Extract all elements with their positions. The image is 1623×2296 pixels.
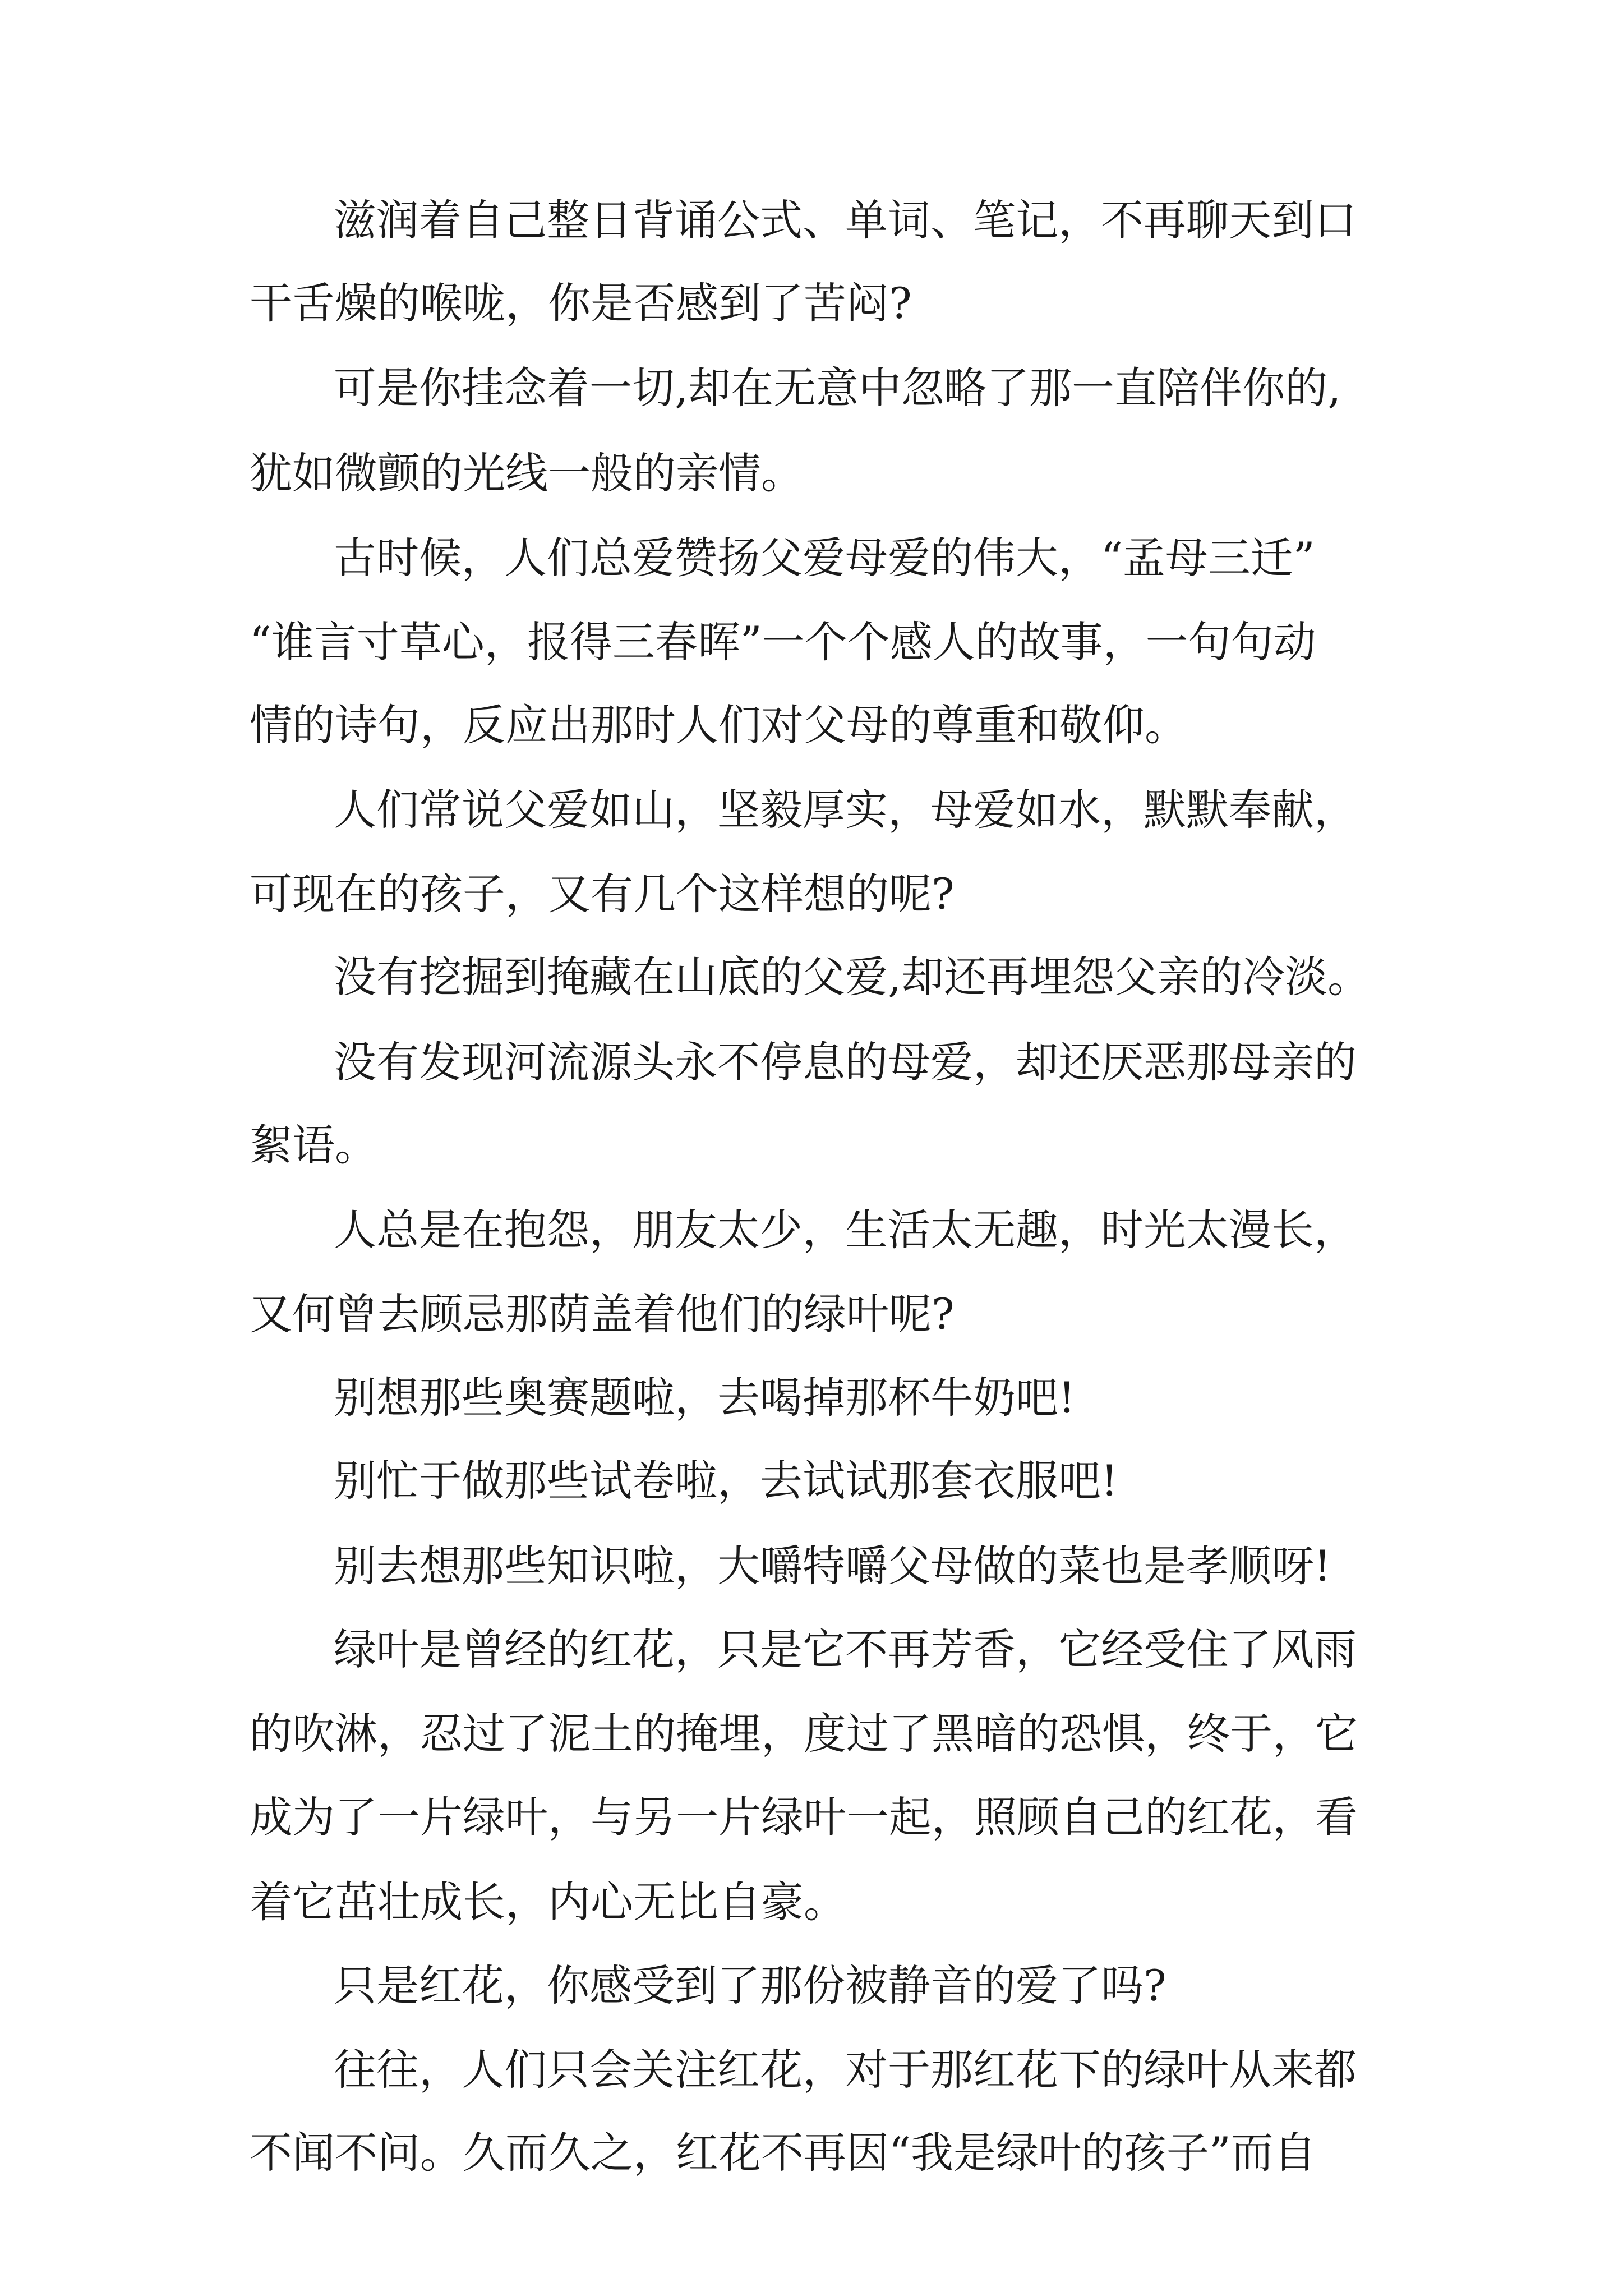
text-line: 着它茁壮成长，内心无比自豪。 [250,1877,846,1927]
text-line: 别去想那些知识啦，大嚼特嚼父母做的菜也是孝顺呀! [334,1541,1331,1591]
text-line: 又何曾去顾忌那荫盖着他们的绿叶呢? [250,1289,955,1339]
text-line: “谁言寸草心，报得三春晖”一个个感人的故事，一句句动 [250,617,1316,667]
text-line: 犹如微颤的光线一般的亲情。 [250,448,804,498]
text-line: 情的诗句，反应出那时人们对父母的尊重和敬仰。 [250,700,1187,750]
text-line: 可现在的孩子，又有几个这样想的呢? [250,869,955,919]
text-line: 古时候，人们总爱赞扬父爱母爱的伟大，“孟母三迁” [334,533,1315,583]
text-line: 往往，人们只会关注红花，对于那红花下的绿叶从来都 [334,2045,1357,2095]
text-line: 成为了一片绿叶，与另一片绿叶一起，照顾自己的红花，看 [250,1792,1358,1842]
text-line: 可是你挂念着一切,却在无意中忽略了那一直陪伴你的, [334,363,1341,413]
text-line: 干舌燥的喉咙，你是否感到了苦闷? [250,278,912,328]
text-line: 的吹淋，忍过了泥土的掩埋，度过了黑暗的恐惧，终于，它 [250,1709,1358,1759]
text-line: 别忙于做那些试卷啦，去试试那套衣服吧! [334,1456,1118,1506]
text-line: 滋润着自己整日背诵公式、单词、笔记，不再聊天到口 [334,195,1357,245]
text-line: 没有发现河流源头永不停息的母爱，却还厌恶那母亲的 [334,1037,1357,1087]
text-line: 絮语。 [250,1120,377,1170]
text-line: 别想那些奥赛题啦，去喝掉那杯牛奶吧! [334,1373,1076,1423]
text-line: 绿叶是曾经的红花，只是它不再芳香，它经受住了风雨 [334,1625,1357,1674]
text-line: 人总是在抱怨，朋友太少，生活太无趣，时光太漫长， [334,1205,1357,1255]
text-line: 没有挖掘到掩藏在山底的父爱,却还再埋怨父亲的冷淡。 [334,952,1371,1002]
text-line: 不闻不问。久而久之，红花不再因“我是绿叶的孩子”而自 [250,2128,1316,2178]
text-line: 只是红花，你感受到了那份被静音的爱了吗? [334,1961,1166,2010]
text-line: 人们常说父爱如山，坚毅厚实，母爱如水，默默奉献， [334,785,1357,835]
